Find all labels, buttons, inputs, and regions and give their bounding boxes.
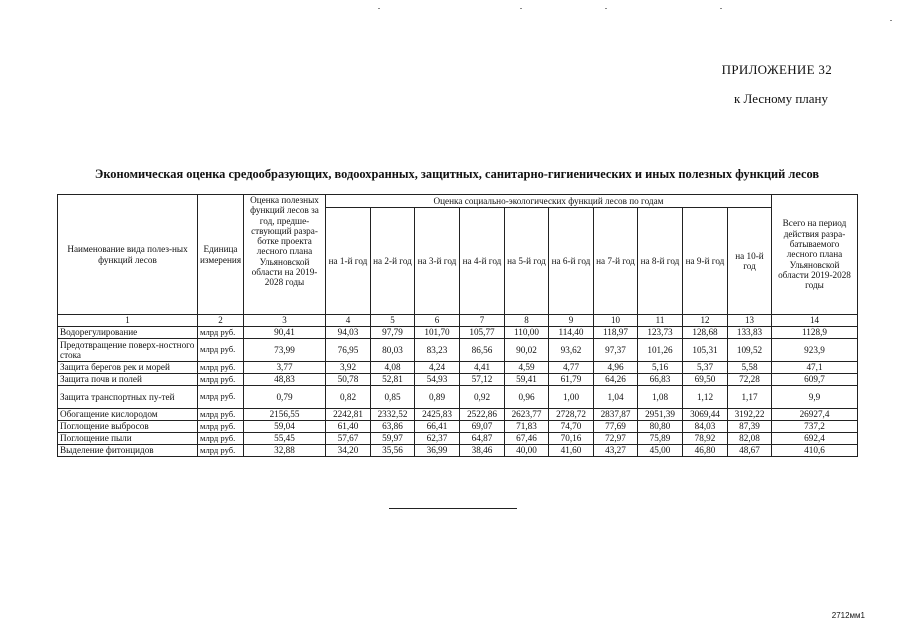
function-name-cell: Обогащение кислородом: [58, 409, 198, 421]
year-3-value-cell: 66,41: [415, 421, 460, 433]
year-2-value-cell: 0,85: [371, 386, 415, 409]
year-9-value-cell: 46,80: [683, 445, 728, 457]
table-row: [58, 327, 858, 339]
year-4-value-cell: 2522,86: [460, 409, 505, 421]
year-7-value-cell: 72,97: [594, 433, 638, 445]
year-10-value-cell: 109,52: [728, 339, 772, 362]
closing-rule: [389, 508, 517, 509]
unit-cell: млрд руб.: [198, 362, 244, 374]
year-6-value-cell: 1,00: [549, 386, 594, 409]
year-4-value-cell: 64,87: [460, 433, 505, 445]
footer-code: 2712мм1: [831, 611, 865, 620]
table-row: [58, 374, 858, 386]
total-value-cell: 692,4: [772, 433, 858, 445]
header-year-10: на 10-й год: [728, 208, 772, 315]
year-3-value-cell: 0,89: [415, 386, 460, 409]
table-row: [58, 386, 858, 409]
header-year-6: на 6-й год: [549, 208, 594, 315]
year-10-value-cell: 1,17: [728, 386, 772, 409]
function-name-cell: Выделение фитонцидов: [58, 445, 198, 457]
unit-cell: млрд руб.: [198, 386, 244, 409]
year-2-value-cell: 35,56: [371, 445, 415, 457]
year-5-value-cell: 90,02: [505, 339, 549, 362]
appendix-reference: к Лесному плану: [733, 91, 828, 106]
base-value-cell: 2156,55: [244, 409, 326, 421]
year-7-value-cell: 4,96: [594, 362, 638, 374]
header-function-name: Наименование вида полез-ных функций лесов: [58, 195, 198, 315]
table-row: [58, 445, 858, 457]
total-value-cell: 1128,9: [772, 327, 858, 339]
year-8-value-cell: 123,73: [638, 327, 683, 339]
base-value-cell: 48,83: [244, 374, 326, 386]
year-5-value-cell: 110,00: [505, 327, 549, 339]
function-name-cell: Поглощение выбросов: [58, 421, 198, 433]
base-value-cell: 0,79: [244, 386, 326, 409]
table-row: [58, 409, 858, 421]
year-4-value-cell: 0,92: [460, 386, 505, 409]
header-total: Всего на период действия разра-батываемого лесного плана Ульяновской области 2019-2028 годы: [772, 195, 858, 315]
year-7-value-cell: 64,26: [594, 374, 638, 386]
year-7-value-cell: 2837,87: [594, 409, 638, 421]
year-7-value-cell: 43,27: [594, 445, 638, 457]
table-row: [58, 339, 858, 362]
column-number: 3: [244, 315, 326, 327]
year-2-value-cell: 80,03: [371, 339, 415, 362]
year-8-value-cell: 101,26: [638, 339, 683, 362]
year-9-value-cell: 78,92: [683, 433, 728, 445]
year-4-value-cell: 69,07: [460, 421, 505, 433]
year-4-value-cell: 105,77: [460, 327, 505, 339]
year-5-value-cell: 0,96: [505, 386, 549, 409]
year-5-value-cell: 59,41: [505, 374, 549, 386]
appendix-number: ПРИЛОЖЕНИЕ 32: [721, 62, 832, 77]
header-years-group: Оценка социально-экологических функций лесов по годам: [326, 195, 772, 208]
year-5-value-cell: 71,83: [505, 421, 549, 433]
total-value-cell: 609,7: [772, 374, 858, 386]
document-title: Экономическая оценка средообразующих, водоохранных, защитных, санитарно-гигиенических и иных полезных функций лесов: [94, 167, 820, 181]
year-1-value-cell: 94,03: [326, 327, 371, 339]
year-1-value-cell: 57,67: [326, 433, 371, 445]
year-6-value-cell: 114,40: [549, 327, 594, 339]
total-value-cell: 737,2: [772, 421, 858, 433]
function-name-cell: Защита берегов рек и морей: [58, 362, 198, 374]
header-year-1: на 1-й год: [326, 208, 371, 315]
table-row: [58, 362, 858, 374]
year-4-value-cell: 86,56: [460, 339, 505, 362]
year-9-value-cell: 3069,44: [683, 409, 728, 421]
total-value-cell: 923,9: [772, 339, 858, 362]
year-10-value-cell: 48,67: [728, 445, 772, 457]
column-number: 2: [198, 315, 244, 327]
year-7-value-cell: 118,97: [594, 327, 638, 339]
year-1-value-cell: 3,92: [326, 362, 371, 374]
table-row: [58, 433, 858, 445]
year-9-value-cell: 84,03: [683, 421, 728, 433]
year-5-value-cell: 4,59: [505, 362, 549, 374]
year-1-value-cell: 34,20: [326, 445, 371, 457]
year-5-value-cell: 2623,77: [505, 409, 549, 421]
year-1-value-cell: 0,82: [326, 386, 371, 409]
header-year-3: на 3-й год: [415, 208, 460, 315]
year-2-value-cell: 59,97: [371, 433, 415, 445]
year-1-value-cell: 76,95: [326, 339, 371, 362]
year-9-value-cell: 1,12: [683, 386, 728, 409]
total-value-cell: 9,9: [772, 386, 858, 409]
year-5-value-cell: 67,46: [505, 433, 549, 445]
year-8-value-cell: 2951,39: [638, 409, 683, 421]
year-9-value-cell: 5,37: [683, 362, 728, 374]
year-2-value-cell: 2332,52: [371, 409, 415, 421]
base-value-cell: 59,04: [244, 421, 326, 433]
year-10-value-cell: 72,28: [728, 374, 772, 386]
unit-cell: млрд руб.: [198, 339, 244, 362]
function-name-cell: Защита транспортных пу-тей: [58, 386, 198, 409]
header-year-2: на 2-й год: [371, 208, 415, 315]
year-3-value-cell: 4,24: [415, 362, 460, 374]
unit-cell: млрд руб.: [198, 433, 244, 445]
year-3-value-cell: 2425,83: [415, 409, 460, 421]
column-number: 10: [594, 315, 638, 327]
year-6-value-cell: 61,79: [549, 374, 594, 386]
year-1-value-cell: 2242,81: [326, 409, 371, 421]
year-6-value-cell: 70,16: [549, 433, 594, 445]
unit-cell: млрд руб.: [198, 445, 244, 457]
year-1-value-cell: 61,40: [326, 421, 371, 433]
year-4-value-cell: 57,12: [460, 374, 505, 386]
base-value-cell: 55,45: [244, 433, 326, 445]
year-8-value-cell: 45,00: [638, 445, 683, 457]
year-2-value-cell: 52,81: [371, 374, 415, 386]
year-6-value-cell: 4,77: [549, 362, 594, 374]
year-3-value-cell: 62,37: [415, 433, 460, 445]
function-name-cell: Поглощение пыли: [58, 433, 198, 445]
year-8-value-cell: 75,89: [638, 433, 683, 445]
year-8-value-cell: 5,16: [638, 362, 683, 374]
base-value-cell: 32,88: [244, 445, 326, 457]
year-8-value-cell: 66,83: [638, 374, 683, 386]
unit-cell: млрд руб.: [198, 409, 244, 421]
year-7-value-cell: 97,37: [594, 339, 638, 362]
column-number: 8: [505, 315, 549, 327]
year-9-value-cell: 128,68: [683, 327, 728, 339]
function-name-cell: Защита почв и полей: [58, 374, 198, 386]
unit-cell: млрд руб.: [198, 327, 244, 339]
base-value-cell: 73,99: [244, 339, 326, 362]
year-6-value-cell: 41,60: [549, 445, 594, 457]
total-value-cell: 26927,4: [772, 409, 858, 421]
year-5-value-cell: 40,00: [505, 445, 549, 457]
function-name-cell: Водорегулирование: [58, 327, 198, 339]
total-value-cell: 47,1: [772, 362, 858, 374]
year-2-value-cell: 63,86: [371, 421, 415, 433]
unit-cell: млрд руб.: [198, 374, 244, 386]
header-year-8: на 8-й год: [638, 208, 683, 315]
column-number: 14: [772, 315, 858, 327]
year-7-value-cell: 77,69: [594, 421, 638, 433]
year-10-value-cell: 3192,22: [728, 409, 772, 421]
header-year-4: на 4-й год: [460, 208, 505, 315]
year-10-value-cell: 133,83: [728, 327, 772, 339]
year-2-value-cell: 4,08: [371, 362, 415, 374]
column-number: 5: [371, 315, 415, 327]
year-3-value-cell: 36,99: [415, 445, 460, 457]
table-row: [58, 421, 858, 433]
year-8-value-cell: 80,80: [638, 421, 683, 433]
column-number: 4: [326, 315, 371, 327]
column-number: 11: [638, 315, 683, 327]
total-value-cell: 410,6: [772, 445, 858, 457]
year-8-value-cell: 1,08: [638, 386, 683, 409]
header-year-9: на 9-й год: [683, 208, 728, 315]
year-9-value-cell: 69,50: [683, 374, 728, 386]
year-3-value-cell: 101,70: [415, 327, 460, 339]
header-year-7: на 7-й год: [594, 208, 638, 315]
year-6-value-cell: 93,62: [549, 339, 594, 362]
year-6-value-cell: 74,70: [549, 421, 594, 433]
year-10-value-cell: 87,39: [728, 421, 772, 433]
unit-cell: млрд руб.: [198, 421, 244, 433]
column-number-row: [58, 315, 858, 327]
year-1-value-cell: 50,78: [326, 374, 371, 386]
header-unit: Единица измерения: [198, 195, 244, 315]
year-10-value-cell: 5,58: [728, 362, 772, 374]
column-number: 7: [460, 315, 505, 327]
forest-functions-table: [57, 194, 858, 457]
year-6-value-cell: 2728,72: [549, 409, 594, 421]
year-4-value-cell: 38,46: [460, 445, 505, 457]
function-name-cell: Предотвращение поверх-ностного стока: [58, 339, 198, 362]
year-7-value-cell: 1,04: [594, 386, 638, 409]
column-number: 6: [415, 315, 460, 327]
column-number: 12: [683, 315, 728, 327]
header-year-5: на 5-й год: [505, 208, 549, 315]
year-10-value-cell: 82,08: [728, 433, 772, 445]
year-3-value-cell: 83,23: [415, 339, 460, 362]
base-value-cell: 3,77: [244, 362, 326, 374]
column-number: 13: [728, 315, 772, 327]
base-value-cell: 90,41: [244, 327, 326, 339]
column-number: 1: [58, 315, 198, 327]
year-9-value-cell: 105,31: [683, 339, 728, 362]
year-2-value-cell: 97,79: [371, 327, 415, 339]
year-4-value-cell: 4,41: [460, 362, 505, 374]
header-base-assessment: Оценка полезных функций лесов за год, предше-ствующий разра-ботке проекта лесного плана Ульяновской области на 2019-2028 годы: [244, 195, 326, 315]
column-number: 9: [549, 315, 594, 327]
year-3-value-cell: 54,93: [415, 374, 460, 386]
